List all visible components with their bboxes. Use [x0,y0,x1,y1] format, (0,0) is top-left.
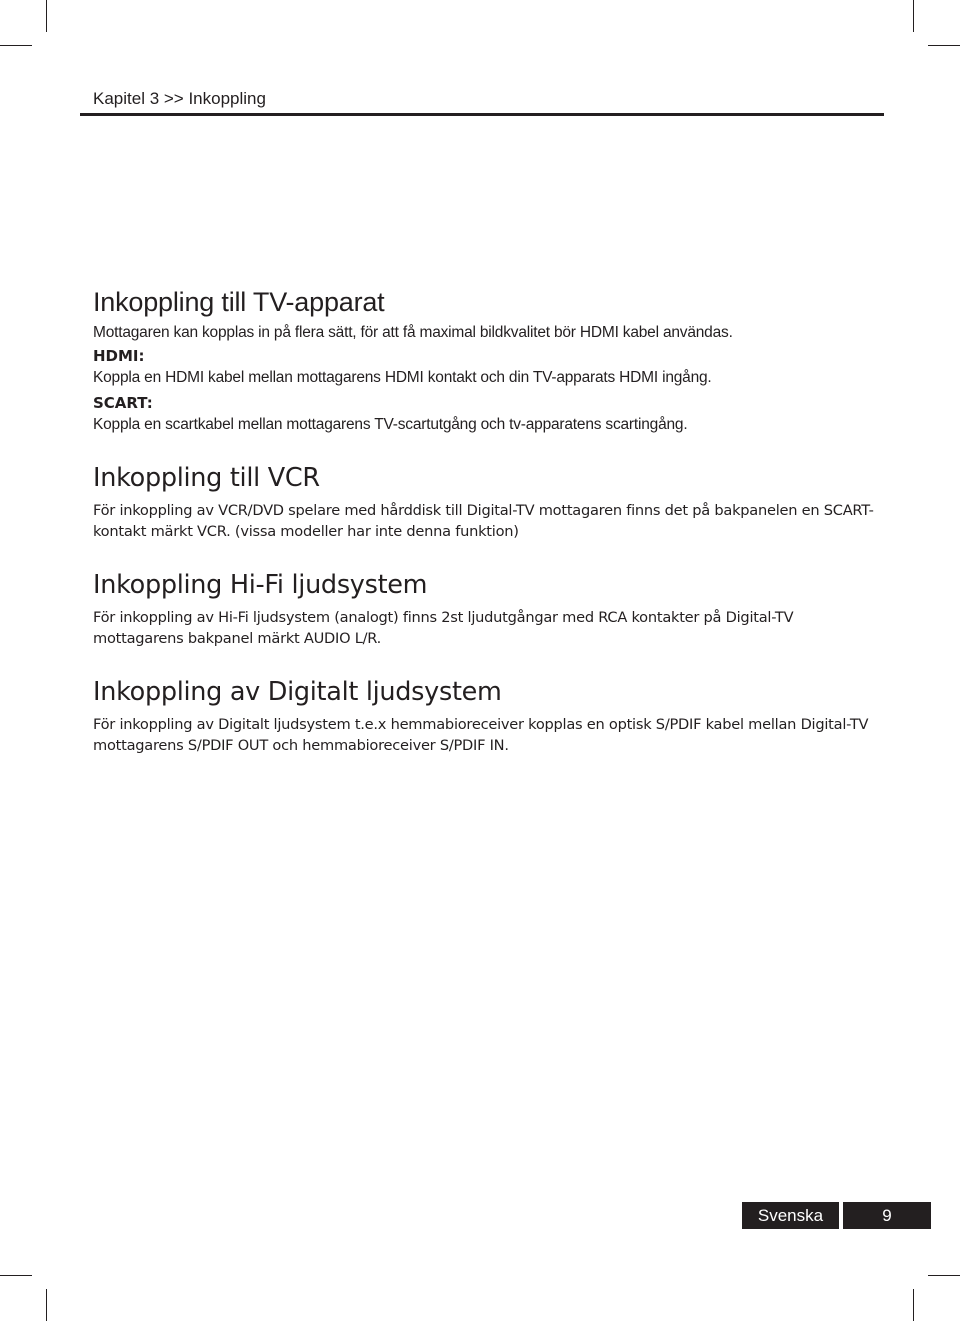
scart-text: Koppla en scartkabel mellan mottagarens TV-scartutgång och tv-apparatens scartingång. [93,416,688,433]
crop-mark [928,45,960,46]
section-title: Inkoppling till VCR [93,463,320,493]
crop-mark [913,0,914,32]
crop-mark [913,1289,914,1321]
section-body: För inkoppling av VCR/DVD spelare med hårddisk till Digital-TV mottagaren finns det på bakpanelen en SCART-kontakt märkt VCR. (vissa modeller har inte denna funktion) [93,502,874,540]
section-tv [93,286,883,435]
section-hifi [93,569,883,649]
running-head: Kapitel 3 >> Inkoppling [93,89,266,108]
page-content [93,286,883,756]
crop-mark [928,1275,960,1276]
section-title: Inkoppling av Digitalt ljudsystem [93,677,502,707]
hdmi-label: HDMI: [93,347,145,365]
crop-mark [0,1275,32,1276]
section-vcr [93,462,883,542]
section-title: Inkoppling Hi-Fi ljudsystem [93,570,428,600]
section-body: För inkoppling av Hi-Fi ljudsystem (analogt) finns 2st ljudutgångar med RCA kontakter på Digital-TV mottagarens bakpanel märkt AUDIO L/R. [93,609,794,647]
scart-label: SCART: [93,394,153,412]
section-digital-audio [93,676,883,756]
hdmi-text: Koppla en HDMI kabel mellan mottagarens HDMI kontakt och din TV-apparats HDMI ingång. [93,369,712,386]
crop-mark [46,0,47,32]
section-title: Inkoppling till TV-apparat [93,287,385,317]
header-rule [80,113,884,116]
crop-mark [46,1289,47,1321]
section-body: För inkoppling av Digitalt ljudsystem t.e.x hemmabioreceiver kopplas en optisk S/PDIF kabel mellan Digital-TV mottagarens S/PDIF OUT och hemmabioreceiver S/PDIF IN. [93,716,869,754]
section-intro: Mottagaren kan kopplas in på flera sätt, för att få maximal bildkvalitet bör HDMI kabel användas. [93,324,733,341]
page-number: 9 [843,1202,931,1229]
crop-mark [0,45,32,46]
footer-language: Svenska [742,1202,839,1229]
